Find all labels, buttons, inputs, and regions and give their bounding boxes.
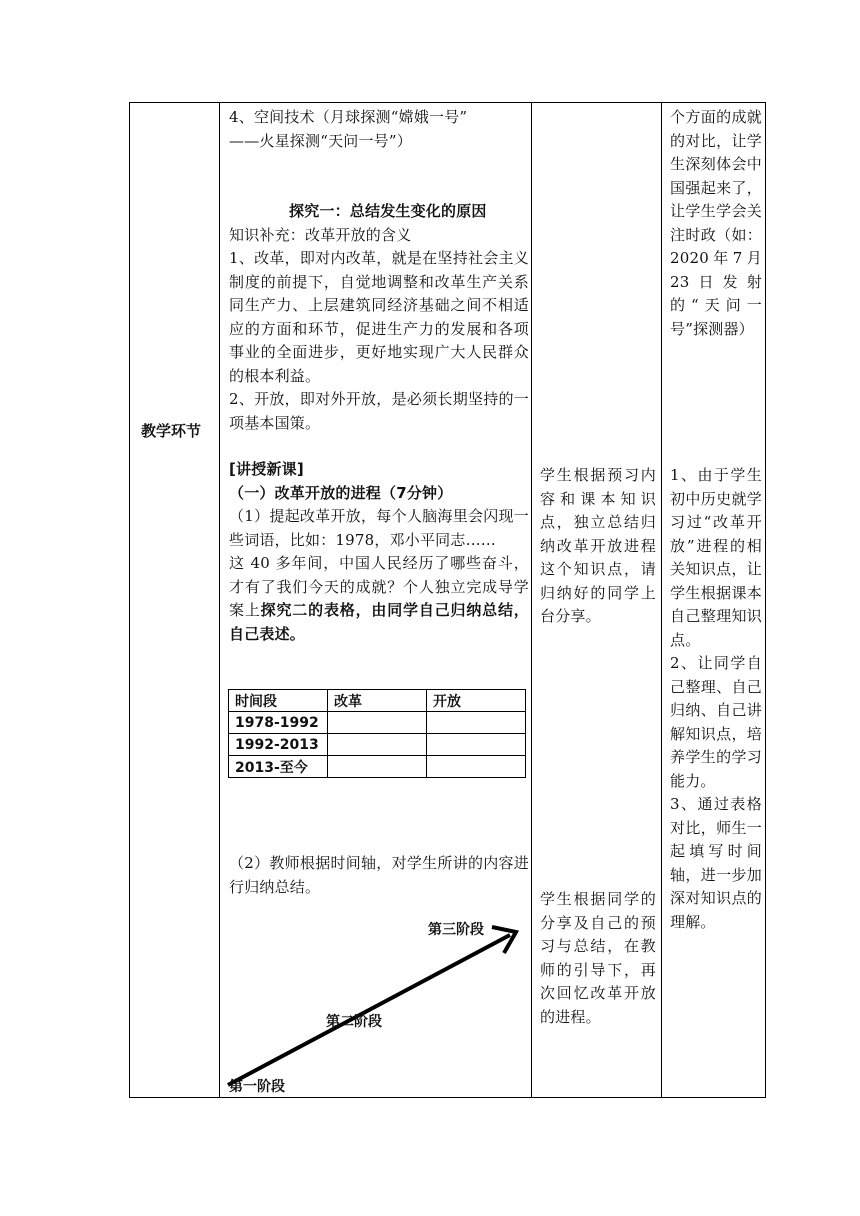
table-header: 开放 — [427, 690, 526, 712]
design-intent-top: 个方面的成就的对比，让学生深刻体会中国强起来了，让学生学会关注时政（如：2020年7月23日发射的“天问一号”探测器） — [670, 108, 762, 338]
row-label: 教学环节 — [140, 422, 201, 440]
stage-1-label: 第一阶段 — [229, 1079, 285, 1095]
table-bottom-border — [129, 1097, 766, 1098]
table-header: 改革 — [328, 690, 427, 712]
student-activity-2: 学生根据同学的分享及自己的预习与总结，在教师的引导下，再次回忆改革开放的进程。 — [540, 890, 656, 1026]
table-left-border — [129, 102, 130, 1098]
column-divider-2 — [531, 102, 532, 1098]
reform-definition: 1、改革，即对内改革，就是在坚持社会主义制度的前提下，自觉地调整和改革生产关系同生产力、上层建筑同经济基础之间不相适应的方面和环节，促进生产力的发展和各项事业的全面进步，更好地实现广大人民群众的根本利益。 — [229, 249, 529, 385]
design-intent-bottom: 1、由于学生初中历史就学习过“改革开放”进程的相关知识点，让学生根据课本自己整理知识点。 2、让同学自己整理、自己归纳、自己讲解知识点，培养学生的学习能力。 3、通过表格对比，师生一起填写时间轴，进一步加深对知识点的理解。 — [670, 466, 762, 931]
step1b-text — [229, 552, 529, 646]
opening-definition: 2、开放，即对外开放，是必须长期坚持的一项基本国策。 — [229, 390, 529, 432]
table-top-border — [129, 102, 766, 103]
new-lesson-heading: [讲授新课] — [229, 460, 304, 478]
step1b-plain: 这 40 多年间，中国人民经历了哪些奋斗，才有了我们今天的成就？个人独立完成导学案上 — [229, 554, 529, 619]
table-cell — [328, 756, 427, 778]
table-cell: 1978-1992 — [229, 712, 328, 734]
stage-2-label: 第二阶段 — [326, 1014, 382, 1030]
knowledge-supplement: 知识补充：改革开放的含义 — [229, 225, 412, 244]
table-row — [229, 734, 526, 756]
table-cell — [427, 734, 526, 756]
step2-text: （2）教师根据时间轴，对学生所讲的内容进行归纳总结。 — [229, 854, 529, 896]
spacer — [229, 435, 529, 458]
table-cell — [427, 756, 526, 778]
table-cell — [328, 712, 427, 734]
table-row — [229, 756, 526, 778]
space-tech-line1: 4、空间技术（月球探测“嫦娥一号” — [229, 108, 468, 126]
section1-title: （一）改革开放的进程（7分钟） — [229, 483, 453, 502]
reform-opening-table — [228, 689, 526, 778]
timeline-arrow — [220, 915, 530, 1095]
student-activity-1: 学生根据预习内容和课本知识点，独立总结归纳改革开放进程这个知识点，请归纳好的同学上台分享。 — [540, 466, 656, 625]
inquiry1-title: 探究一：总结发生变化的原因 — [289, 202, 487, 220]
step1b-bold: 探究二的表格，由同学自己归纳总结，自己表述。 — [229, 601, 530, 643]
main-content — [229, 106, 529, 646]
space-tech-line2: ——火星探测“天问一号”） — [229, 131, 412, 150]
column-divider-3 — [661, 102, 662, 1098]
table-header-row — [229, 690, 526, 712]
table-cell — [427, 712, 526, 734]
table-cell: 1992-2013 — [229, 734, 328, 756]
step1-text: （1）提起改革开放，每个人脑海里会闪现一些词语，比如：1978，邓小平同志…… — [229, 507, 529, 549]
stage-3-label: 第三阶段 — [428, 922, 484, 938]
table-row — [229, 712, 526, 734]
spacer — [229, 153, 529, 200]
table-header: 时间段 — [229, 690, 328, 712]
table-cell — [328, 734, 427, 756]
table-right-border — [765, 102, 766, 1098]
table-cell: 2013-至今 — [229, 756, 328, 778]
